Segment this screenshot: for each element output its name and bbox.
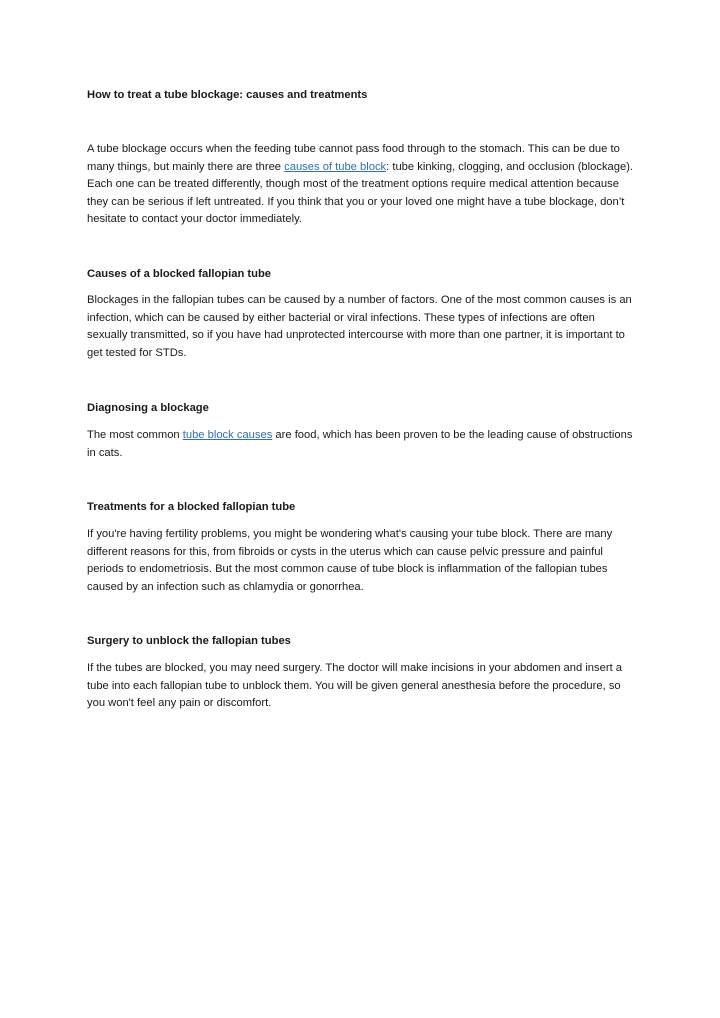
- diagnosing-text-after-link: are food, which has been proven to be the leading cause of obstructions in cats.: [87, 429, 633, 459]
- section-heading-surgery: Surgery to unblock the fallopian tubes: [87, 635, 291, 647]
- section-heading-diagnosing: Diagnosing a blockage: [87, 402, 209, 414]
- section-heading-causes: Causes of a blocked fallopian tube: [87, 268, 272, 280]
- document-title: How to treat a tube blockage: causes and treatments: [87, 89, 368, 101]
- causes-of-tube-block-link[interactable]: causes of tube block: [284, 160, 387, 173]
- section-body-causes: Blockages in the fallopian tubes can be caused by a number of factors. One of the most common causes is an infection, which can be caused by either bacterial or viral infections. These types of infections are often sexually transmitted, so if you have had unprotected intercourse with more than one partner, it is important to get tested for STDs.: [87, 294, 632, 359]
- section-body-surgery: If the tubes are blocked, you may need surgery. The doctor will make incisions in your abdomen and insert a tube into each fallopian tube to unblock them. You will be given general anesthesia before the procedure, so you won't feel any pain or discomfort.: [87, 662, 623, 709]
- diagnosing-text-before-link: The most common: [87, 429, 183, 441]
- section-heading-treatments: Treatments for a blocked fallopian tube: [87, 501, 296, 513]
- intro-text-before-link: A tube blockage occurs when the feeding tube cannot pass food through to the stomach. This can be due to many things, but mainly there are three: [87, 143, 620, 173]
- intro-text-after-link: : tube kinking, clogging, and occlusion (blockage). Each one can be treated differently, though most of the treatment options require medical attention because they can be serious if left untreated. If you think that you or your loved one might have a tube blockage, don’t hesitate to contact your doctor immediately.: [87, 160, 634, 225]
- section-body-diagnosing: [87, 427, 635, 462]
- intro-paragraph: [87, 141, 635, 229]
- tube-block-causes-link[interactable]: tube block causes: [182, 429, 273, 441]
- section-body-treatments: If you're having fertility problems, you might be wondering what's causing your tube block. There are many different reasons for this, from fibroids or cysts in the uterus which can cause pelvic pressure and painful periods to endometriosis. But the most common cause of tube block is inflammation of the fallopian tubes caused by an infection such as chlamydia or gonorrhea.: [87, 528, 613, 593]
